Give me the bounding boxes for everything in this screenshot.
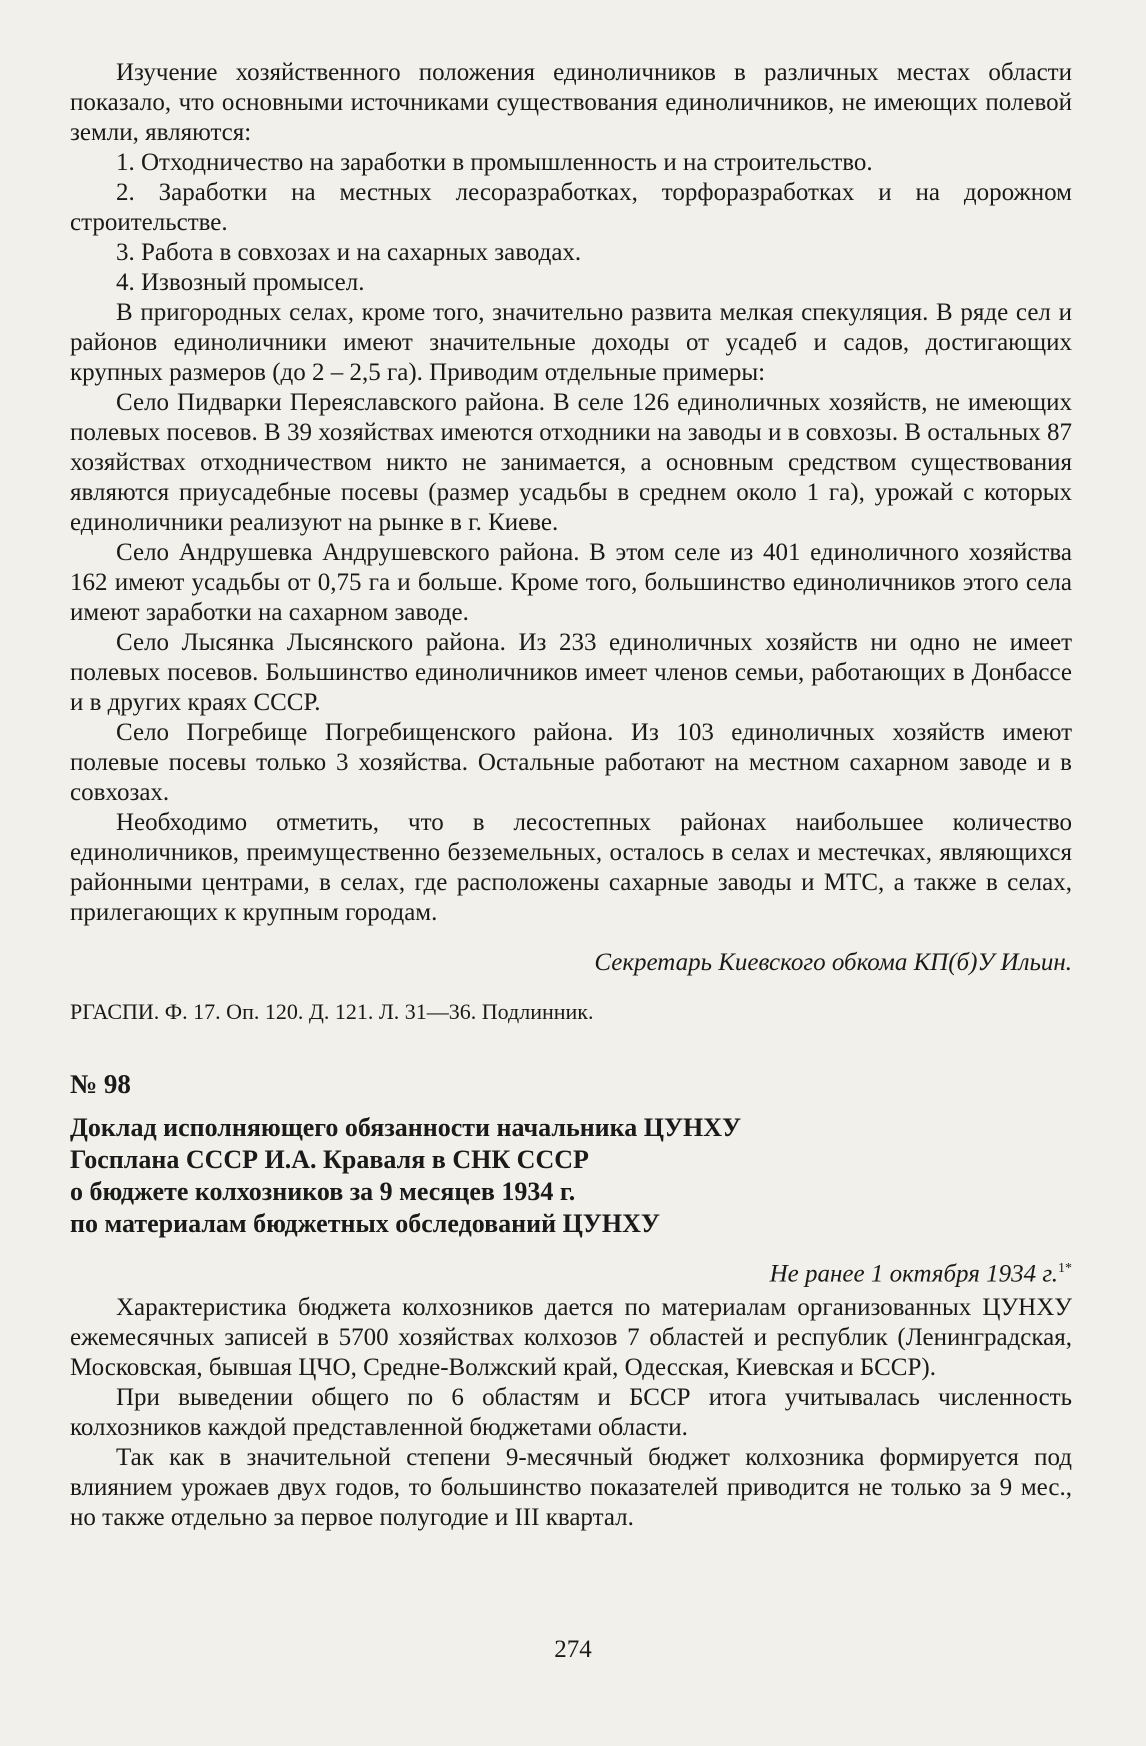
list-item: 3. Работа в совхозах и на сахарных заводах. bbox=[116, 239, 582, 266]
title-line: о бюджете колхозников за 9 месяцев 1934 г. bbox=[70, 1177, 576, 1206]
list-item: 1. Отходничество на заработки в промышленность и на строительство. bbox=[116, 149, 873, 176]
document-title bbox=[70, 1112, 1072, 1240]
title-line: Госплана СССР И.А. Краваля в СНК СССР bbox=[70, 1145, 589, 1174]
document-number: № 98 bbox=[70, 1069, 131, 1099]
title-line: по материалам бюджетных обследований ЦУНХУ bbox=[70, 1209, 660, 1238]
archive-source: РГАСПИ. Ф. 17. Оп. 120. Д. 121. Л. 31—36. Подлинник. bbox=[70, 999, 594, 1024]
example-paragraph: Село Пидварки Переяславского района. В селе 126 единоличных хозяйств, не имеющих полевых посевов. В 39 хозяйствах имеются отходники на заводы и в совхозы. В остальных 87 хозяйствах отходничеством никто не занимается, а основным средством существования являются приусадебные посевы (размер усадьбы в среднем около 1 га), урожай с которых единоличники реализуют на рынке в г. Киеве. bbox=[70, 389, 1072, 536]
example-paragraph: Село Андрушевка Андрушевского района. В этом селе из 401 единоличного хозяйства 162 имеют усадьбы от 0,75 га и больше. Кроме того, большинство единоличников этого села имеют заработки на сахарном заводе. bbox=[70, 539, 1072, 626]
page bbox=[70, 58, 1072, 1533]
date-text: Не ранее 1 октября 1934 г. bbox=[769, 1260, 1058, 1288]
signature: Секретарь Киевского обкома КП(б)У Ильин. bbox=[594, 949, 1072, 976]
conclusion-paragraph: Необходимо отметить, что в лесостепных районах наибольшее количество единоличников, преимущественно безземельных, осталось в селах и местечках, являющихся районными центрами, в селах, где расположены сахарные заводы и МТС, а также в селах, прилегающих к крупным городам. bbox=[70, 809, 1072, 926]
list-item: 2. Заработки на местных лесоразработках, торфоразработках и на дорожном строительстве. bbox=[70, 179, 1072, 236]
title-line: Доклад исполняющего обязанности начальника ЦУНХУ bbox=[70, 1113, 742, 1142]
body-paragraph: Характеристика бюджета колхозников дается по материалам организованных ЦУНХУ ежемесячных записей в 5700 хозяйствах колхозов 7 областей и республик (Ленинградская, Московская, бывшая ЦЧО, Средне-Волжский край, Одесская, Киевская и БССР). bbox=[70, 1294, 1072, 1382]
suburbs-paragraph: В пригородных селах, кроме того, значительно развита мелкая спекуляция. В ряде сел и районов единоличники имеют значительные доходы от усадеб и садов, достигающих крупных размеров (до 2 – 2,5 га). Приводим отдельные примеры: bbox=[70, 299, 1072, 386]
document-date bbox=[70, 1254, 1072, 1289]
example-paragraph: Село Погребище Погребищенского района. Из 103 единоличных хозяйств имеют полевые посевы только 3 хозяйства. Остальные работают на местном сахарном заводе и в совхозах. bbox=[70, 719, 1072, 806]
intro-paragraph: Изучение хозяйственного положения единоличников в различных местах области показало, что основными источниками существования единоличников, не имеющих полевой земли, являются: bbox=[70, 59, 1072, 146]
page-number: 274 bbox=[554, 1636, 592, 1663]
body-paragraph: Так как в значительной степени 9-месячный бюджет колхозника формируется под влиянием урожаев двух годов, то большинство показателей приводится не только за 9 мес., но также отдельно за первое полугодие и III квартал. bbox=[70, 1444, 1072, 1532]
example-paragraph: Село Лысянка Лысянского района. Из 233 единоличных хозяйств ни одно не имеет полевых посевов. Большинство единоличников имеет членов семьи, работающих в Донбассе и в других краях СССР. bbox=[70, 629, 1072, 716]
footnote-marker: 1* bbox=[1058, 1261, 1072, 1276]
body-paragraph: При выведении общего по 6 областям и БССР итога учитывалась численность колхозников каждой представленной бюджетами области. bbox=[70, 1384, 1072, 1442]
list-item: 4. Извозный промысел. bbox=[116, 269, 365, 296]
